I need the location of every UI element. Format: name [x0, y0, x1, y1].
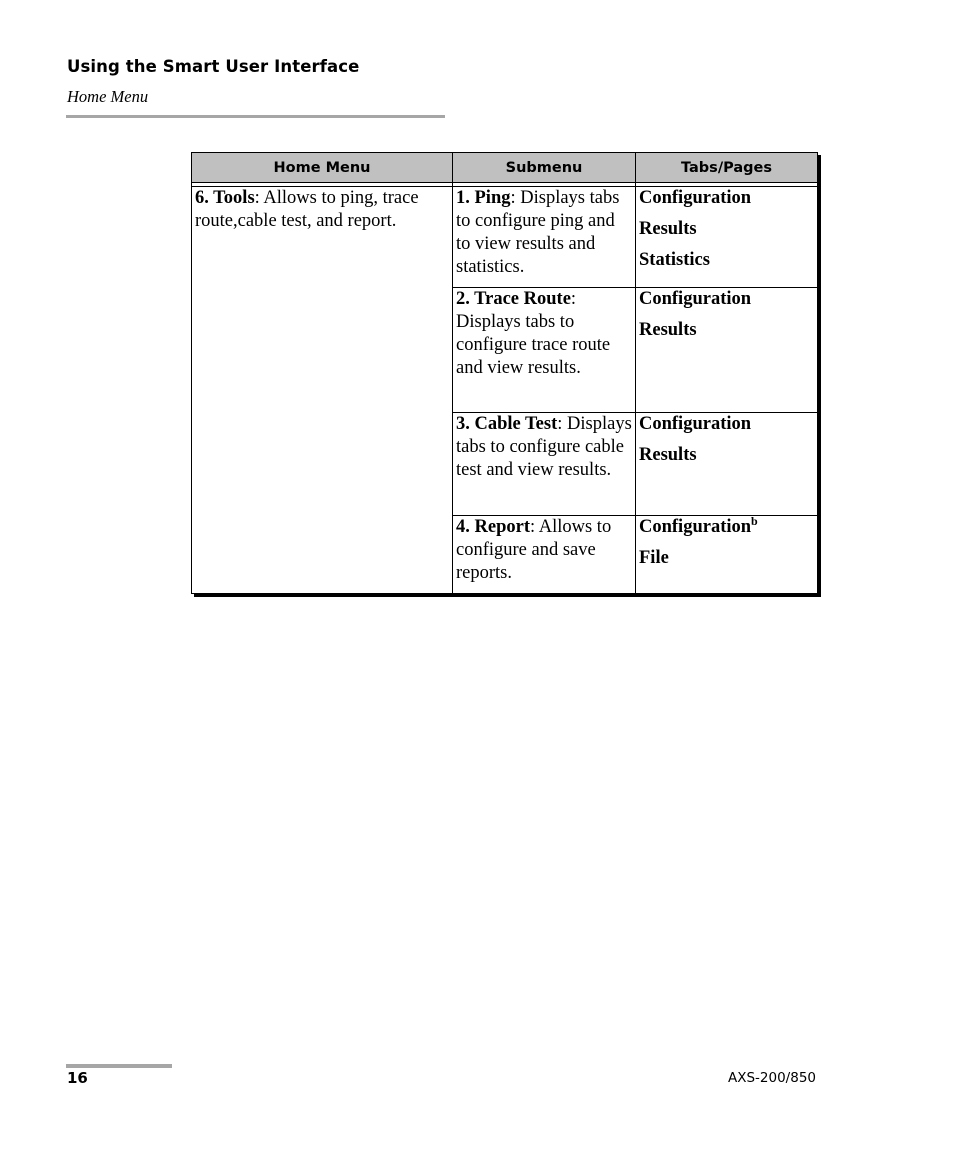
column-header-submenu: Submenu	[453, 153, 636, 183]
home-item-label: 6. Tools	[195, 188, 255, 208]
product-name: AXS-200/850	[727, 1070, 816, 1086]
submenu-cell	[453, 187, 636, 288]
submenu-description: : Displays tabs to configure cable test and view results.	[456, 414, 632, 480]
submenu-label: 3. Cable Test	[456, 414, 558, 434]
section-title: Using the Smart User Interface	[67, 57, 360, 76]
tab-item-label: Configuration	[639, 517, 752, 537]
footer-divider	[66, 1064, 172, 1068]
submenu-cell	[453, 288, 636, 413]
tab-item: Configuration	[639, 188, 752, 208]
footnote-marker: b	[751, 514, 758, 528]
submenu-description: : Allows to configure and save reports.	[456, 517, 612, 583]
tabs-cell	[636, 288, 818, 413]
submenu-label: 1. Ping	[456, 188, 511, 208]
tab-item: Statistics	[639, 250, 710, 270]
tab-item: Results	[639, 219, 697, 239]
column-header-tabs-pages: Tabs/Pages	[636, 153, 818, 183]
menu-table	[191, 152, 818, 594]
submenu-cell	[453, 516, 636, 594]
tabs-cell	[636, 187, 818, 288]
tabs-cell	[636, 413, 818, 516]
tab-item: Configuration	[639, 289, 752, 309]
home-menu-cell	[192, 187, 453, 594]
tab-item	[639, 516, 814, 539]
header-divider	[66, 115, 445, 118]
table-header-row	[192, 153, 818, 183]
submenu-description: : Displays tabs to configure trace route and view results.	[456, 289, 611, 378]
tab-item: Results	[639, 445, 697, 465]
menu-table-container	[191, 152, 820, 594]
page-number: 16	[67, 1069, 88, 1087]
tab-item: Configuration	[639, 414, 752, 434]
submenu-description: : Displays tabs to configure ping and to view results and statistics.	[456, 188, 620, 277]
home-item-description: : Allows to ping, trace route,cable test, and report.	[195, 188, 419, 231]
submenu-label: 2. Trace Route	[456, 289, 571, 309]
table-row	[192, 187, 818, 288]
column-header-home-menu: Home Menu	[192, 153, 453, 183]
section-subtitle: Home Menu	[67, 87, 149, 106]
submenu-label: 4. Report	[456, 517, 530, 537]
submenu-cell	[453, 413, 636, 516]
tabs-cell	[636, 516, 818, 594]
tab-item: File	[639, 548, 669, 568]
tab-item: Results	[639, 320, 697, 340]
